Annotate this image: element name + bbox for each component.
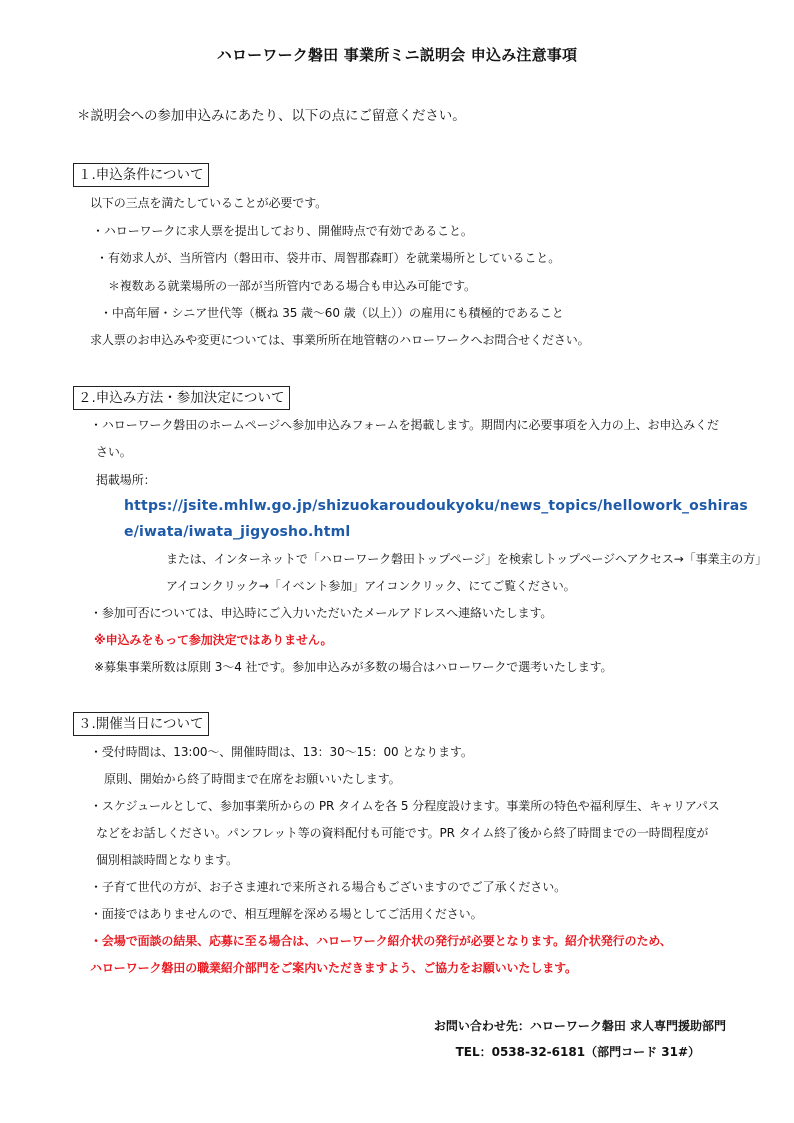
section-heading-application: ２.申込み方法・参加決定について xyxy=(73,386,290,410)
event-day-line: ・スケジュールとして、参加事業所からの PR タイムを各 5 分程度設けます。事業所の特色や福利厚生、キャリアパス xyxy=(90,799,720,813)
conditions-note: ＊複数ある就業場所の一部が当所管内である場合も申込み可能です。 xyxy=(108,279,476,293)
section-heading-event-day: ３.開催当日について xyxy=(73,712,209,736)
intro-text: ＊説明会への参加申込みにあたり、以下の点にご留意ください。 xyxy=(77,108,466,124)
section-heading-conditions: １.申込条件について xyxy=(73,163,209,187)
event-day-line: などをお話しください。パンフレット等の資料配付も可能です。PR タイム終了後から終了時間までの一時間程度が xyxy=(96,826,709,840)
event-day-line: ・子育て世代の方が、お子さま連れで来所される場合もございますのでご了承ください。 xyxy=(90,880,567,894)
event-day-line: 原則、開始から終了時間まで在席をお願いいたします。 xyxy=(104,772,401,786)
posting-url-link[interactable]: https://jsite.mhlw.go.jp/shizuokaroudoukyoku/news_topics/hellowork_oshiras xyxy=(124,498,748,514)
contact-phone: TEL：0538-32-6181（部門コード 31#） xyxy=(455,1045,700,1059)
application-line: さい。 xyxy=(96,445,132,459)
event-day-line: ・受付時間は、13:00～、開催時間は、13：30～15：00 となります。 xyxy=(90,745,473,759)
application-line: ・ハローワーク磐田のホームページへ参加申込みフォームを掲載します。期間内に必要事項を入力の上、お申込みくだ xyxy=(90,418,719,432)
application-note: アイコンクリック→「イベント参加」アイコンクリック、にてご覧ください。 xyxy=(166,579,576,593)
referral-alert-cont: ハローワーク磐田の職業紹介部門をご案内いただきますよう、ご協力をお願いいたします。 xyxy=(90,961,577,975)
contact-department: お問い合わせ先：ハローワーク磐田 求人専門援助部門 xyxy=(433,1019,726,1033)
posting-location-label: 掲載場所： xyxy=(96,473,156,487)
referral-alert: ・会場で面談の結果、応募に至る場合は、ハローワーク紹介状の発行が必要となります。紹介状発行のため、 xyxy=(90,934,672,948)
not-confirmed-alert: ※申込みをもって参加決定ではありません。 xyxy=(94,633,333,647)
posting-url-link-cont[interactable]: e/iwata/iwata_jigyosho.html xyxy=(124,524,351,540)
application-line: ※募集事業所数は原則 3～4 社です。参加申込みが多数の場合はハローワークで選考いたします。 xyxy=(94,660,613,674)
conditions-line: 以下の三点を満たしていることが必要です。 xyxy=(90,196,328,210)
application-note: または、インターネットで「ハローワーク磐田トップページ」を検索しトップページへアクセス→「事業主の方」 xyxy=(166,552,767,566)
conditions-line: ・ハローワークに求人票を提出しており、開催時点で有効であること。 xyxy=(92,224,473,238)
conditions-line: ・中高年層・シニア世代等（概ね 35 歳～60 歳（以上））の雇用にも積極的であること xyxy=(100,306,564,320)
event-day-line: 個別相談時間となります。 xyxy=(96,853,238,867)
page-title: ハローワーク磐田 事業所ミニ説明会 申込み注意事項 xyxy=(216,46,578,64)
application-line: ・参加可否については、申込時にご入力いただいたメールアドレスへ連絡いたします。 xyxy=(90,606,553,620)
conditions-line: 求人票のお申込みや変更については、事業所所在地管轄のハローワークへお問合せください。 xyxy=(90,333,590,347)
conditions-line: ・有効求人が、当所管内（磐田市、袋井市、周智郡森町）を就業場所としていること。 xyxy=(96,251,561,265)
event-day-line: ・面接ではありませんので、相互理解を深める場としてご活用ください。 xyxy=(90,907,483,921)
